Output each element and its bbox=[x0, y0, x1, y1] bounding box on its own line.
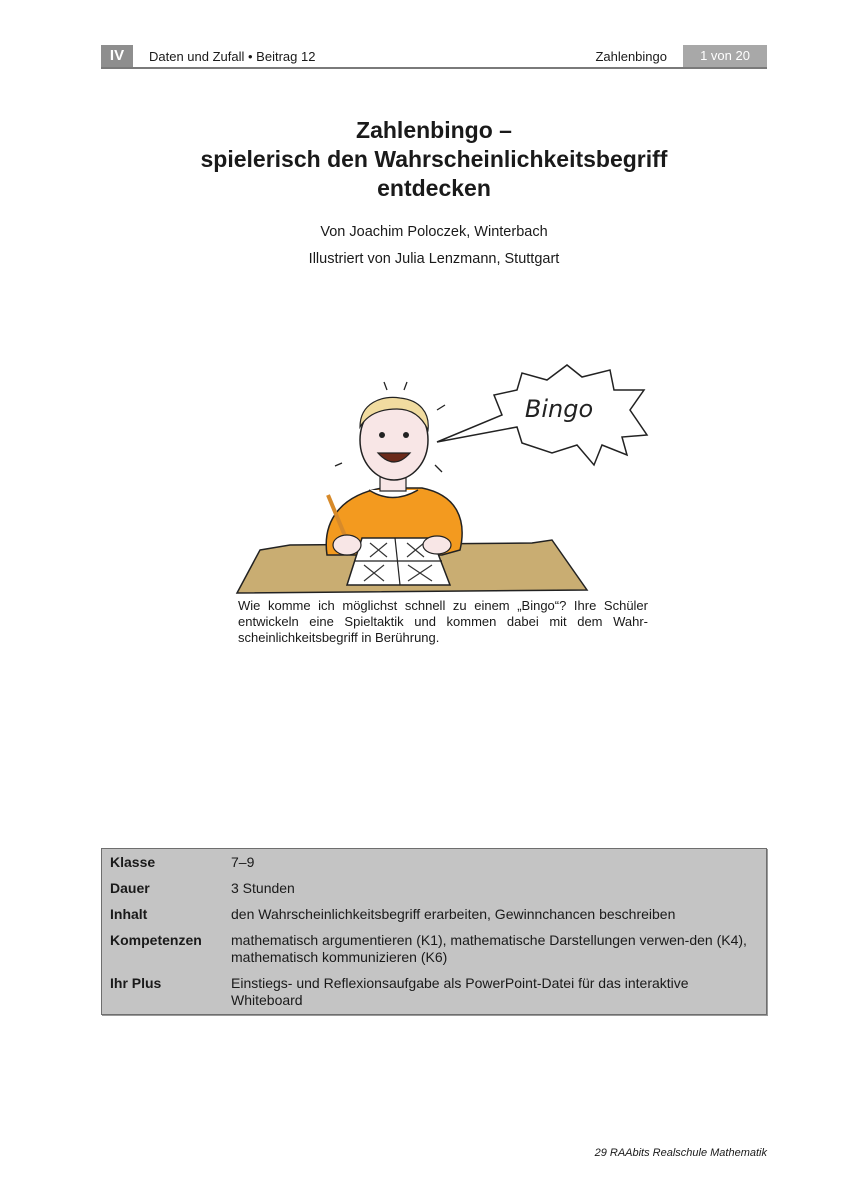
illustration-caption: Wie komme ich möglichst schnell zu einem „Bingo“? Ihre Schüler entwickeln eine Spieltaktik und kommen dabei mit dem Wahr-scheinlichkeitsbegriff in Berührung. bbox=[238, 598, 648, 645]
info-box bbox=[101, 848, 767, 1015]
info-label: Dauer bbox=[110, 880, 150, 896]
speech-bubble-text: Bingo bbox=[524, 395, 594, 423]
info-label: Kompetenzen bbox=[110, 932, 202, 948]
page-indicator: 1 von 20 bbox=[683, 45, 767, 67]
info-value: Einstiegs- und Reflexionsaufgabe als PowerPoint-Datei für das interaktive Whiteboard bbox=[231, 975, 689, 1008]
info-label: Klasse bbox=[110, 854, 156, 870]
right-hand bbox=[423, 536, 451, 554]
author-line: Von Joachim Poloczek, Winterbach bbox=[320, 224, 548, 240]
topic-label: Zahlenbingo bbox=[595, 49, 667, 64]
info-value: mathematisch argumentieren (K1), mathematische Darstellungen verwen-den (K4), mathematisch kommunizieren (K6) bbox=[231, 932, 747, 965]
page-footer: 29 RAAbits Realschule Mathematik bbox=[594, 1147, 767, 1159]
page-header bbox=[101, 45, 767, 69]
info-value: 7–9 bbox=[231, 854, 255, 870]
left-hand bbox=[333, 535, 361, 555]
title-line-1: Zahlenbingo – bbox=[356, 117, 512, 143]
title-line-2: spielerisch den Wahrscheinlichkeitsbegriff bbox=[200, 146, 668, 172]
illustrator-line: Illustriert von Julia Lenzmann, Stuttgart bbox=[308, 251, 560, 267]
chapter-badge: IV bbox=[101, 45, 133, 67]
info-value: den Wahrscheinlichkeitsbegriff erarbeiten, Gewinnchancen beschreiben bbox=[231, 906, 676, 922]
page-title bbox=[100, 116, 768, 203]
info-value: 3 Stunden bbox=[231, 880, 295, 896]
right-eye bbox=[403, 432, 409, 438]
left-eye bbox=[379, 432, 385, 438]
bingo-illustration bbox=[232, 345, 662, 595]
title-line-3: entdecken bbox=[377, 175, 491, 201]
info-label: Ihr Plus bbox=[110, 975, 162, 991]
info-label: Inhalt bbox=[110, 906, 148, 922]
series-label: Daten und Zufall • Beitrag 12 bbox=[149, 49, 316, 64]
